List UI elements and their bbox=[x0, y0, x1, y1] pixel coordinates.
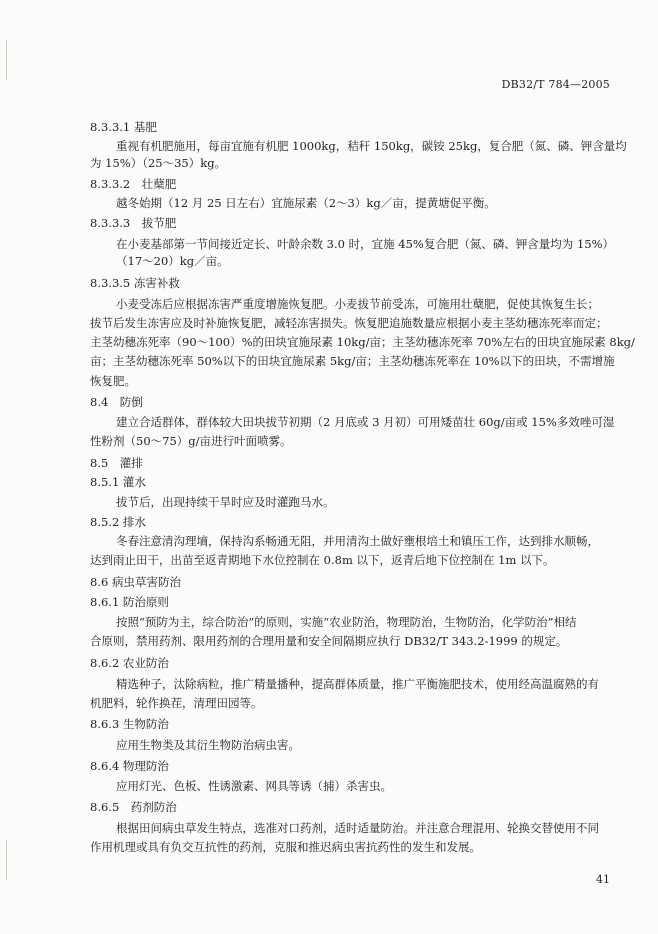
paragraph-line: 重视有机肥施用，每亩宜施有机肥 1000kg，秸秆 150kg，碳铵 25kg，复合肥（氮、磷、钾含量均 bbox=[116, 139, 627, 153]
paragraph-line: 越冬始期（12 月 25 日左右）宜施尿素（2～3）kg／亩，提黄塘促平衡。 bbox=[116, 196, 496, 210]
paragraph-line: 在小麦基部第一节间接近定长、叶龄余数 3.0 时，宜施 45%复合肥（氮、磷、钾含量均为 15%） bbox=[116, 237, 615, 251]
paragraph-line: 按照“预防为主，综合防治”的原则，实施“农业防治，物理防治，生物防治，化学防治”相结 bbox=[116, 615, 577, 629]
paragraph-line: 亩；主茎幼穗冻死率 50%以下的田块宜施尿素 5kg/亩；主茎幼穗冻死率在 10%以下的田块，不需增施 bbox=[90, 354, 615, 368]
paragraph-line: 为 15%）（25～35）kg。 bbox=[90, 156, 227, 170]
paragraph-line: 拔节后，出现持续干旱时应及时灌跑马水。 bbox=[116, 495, 335, 509]
section-heading: 8.5.2 排水 bbox=[90, 515, 146, 529]
paragraph-line: 主茎幼穗冻死率（90～100）%的田块宜施尿素 10kg/亩；主茎幼穗冻死率 70%左右的田块宜施尿素 8kg/ bbox=[90, 335, 635, 349]
section-heading: 8.6.2 农业防治 bbox=[90, 656, 169, 670]
paragraph-line: 应用生物类及其衍生物防治病虫害。 bbox=[116, 738, 300, 752]
section-heading: 8.3.3.3 拔节肥 bbox=[90, 216, 177, 230]
section-heading: 8.5 灌排 bbox=[90, 456, 143, 470]
paragraph-line: 作用机理或具有负交互抗性的药剂，克服和推迟病虫害抗药性的发生和发展。 bbox=[90, 840, 481, 854]
section-heading: 8.6.1 防治原则 bbox=[90, 595, 169, 609]
paragraph-line: （17～20）kg／亩。 bbox=[116, 254, 229, 268]
paragraph-line: 根据田间病虫草发生特点，选准对口药剂，适时适量防治。并注意合理混用、轮换交替使用不同 bbox=[116, 821, 599, 835]
section-heading: 8.3.3.5 冻害补救 bbox=[90, 276, 180, 290]
paragraph-line: 恢复肥。 bbox=[90, 374, 136, 388]
section-heading: 8.3.3.2 壮蘖肥 bbox=[90, 177, 177, 191]
page-number: 41 bbox=[596, 873, 610, 886]
paragraph-line: 应用灯光、色板、性诱激素、网具等诱（捕）杀害虫。 bbox=[116, 779, 392, 793]
paragraph-line: 达到雨止田干，出苗至返青期地下水位控制在 0.8m 以下，返青后地下位控制在 1m 以下。 bbox=[90, 553, 555, 567]
paragraph-line: 机肥料，轮作换茬，清理田园等。 bbox=[90, 696, 263, 710]
standard-code: DB32/T 784—2005 bbox=[501, 78, 610, 91]
paragraph-line: 合原则，禁用药剂、限用药剂的合理用量和安全间隔期应执行 DB32/T 343.2-1999 的规定。 bbox=[90, 634, 568, 648]
paragraph-line: 小麦受冻后应根据冻害严重度增施恢复肥。小麦拔节前受冻，可施用壮蘖肥，促使其恢复生长； bbox=[116, 297, 599, 311]
paragraph-line: 性粉剂（50～75）g/亩进行叶面喷雾。 bbox=[90, 434, 292, 448]
section-heading: 8.6 病虫草害防治 bbox=[90, 575, 181, 589]
paragraph-line: 建立合适群体，群体较大田块拔节初期（2 月底或 3 月初）可用矮苗壮 60g/亩或 15%多效唑可湿 bbox=[116, 415, 615, 429]
section-heading: 8.4 防倒 bbox=[90, 395, 143, 409]
section-heading: 8.6.4 物理防治 bbox=[90, 759, 169, 773]
paragraph-line: 拔节后发生冻害应及时补施恢复肥，减轻冻害损失。恢复肥追施数量应根据小麦主茎幼穗冻死率而定； bbox=[90, 316, 608, 330]
section-heading: 8.6.3 生物防治 bbox=[90, 717, 169, 731]
paragraph-line: 精选种子，汰除病粒，推广精量播种，提高群体质量，推广平衡施肥技术，使用经高温腐熟的有 bbox=[116, 677, 599, 691]
scan-edge-mark bbox=[6, 40, 7, 80]
section-heading: 8.6.5 药剂防治 bbox=[90, 800, 177, 814]
paragraph-line: 冬春注意清沟理墒，保持沟系畅通无阻，并用清沟土做好壅根培土和镇压工作，达到排水顺畅， bbox=[116, 534, 599, 548]
section-heading: 8.5.1 灌水 bbox=[90, 475, 146, 489]
scan-edge-mark bbox=[6, 840, 7, 880]
section-heading: 8.3.3.1 基肥 bbox=[90, 120, 157, 134]
